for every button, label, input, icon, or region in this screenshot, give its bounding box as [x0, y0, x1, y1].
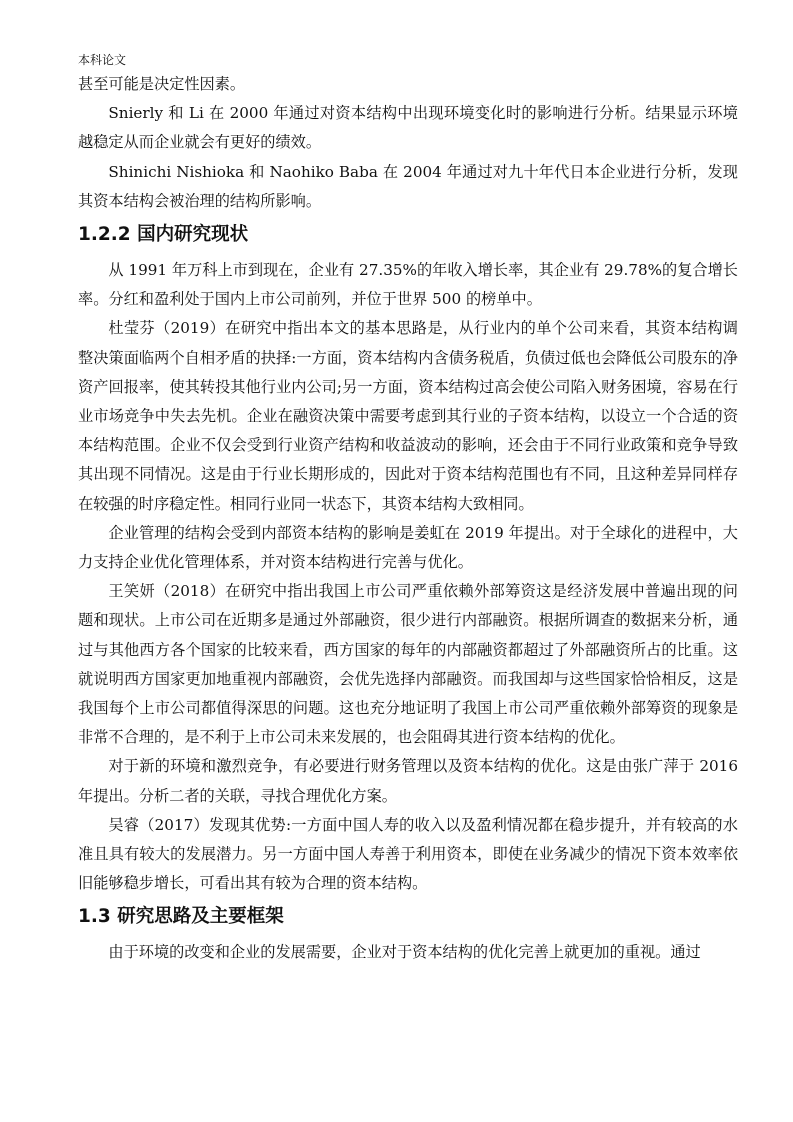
paragraph-vanke: 从 1991 年万科上市到现在，企业有 27.35%的年收入增长率，其企业有 29.78%的复合增长率。分红和盈利处于国内上市公司前列，并位于世界 500 的榜单中。	[78, 261, 738, 309]
paragraph-zhang-guangping: 对于新的环境和激烈竞争，有必要进行财务管理以及资本结构的优化。这是由张广萍于 2016 年提出。分析二者的关联，寻找合理优化方案。	[78, 757, 738, 805]
running-header: 本科论文	[78, 53, 127, 67]
paragraph-wu-rui: 吴睿（2017）发现其优势:一方面中国人寿的收入以及盈利情况都在稳步提升，并有较高的水准且具有较大的发展潜力。另一方面中国人寿善于利用资本，即使在业务减少的情况下资本效率依旧能够稳步增长，可看出其有较为合理的资本结构。	[78, 815, 738, 893]
paragraph-snierly-li: Snierly 和 Li 在 2000 年通过对资本结构中出现环境变化时的影响进行分析。结果显示环境越稳定从而企业就会有更好的绩效。	[78, 104, 738, 152]
document-page	[78, 52, 738, 968]
section-heading-domestic-research: 1.2.2 国内研究现状	[78, 224, 249, 246]
paragraph-wang-xiaoyan: 王笑妍（2018）在研究中指出我国上市公司严重依赖外部筹资这是经济发展中普遍出现的问题和现状。上市公司在近期多是通过外部融资，很少进行内部融资。根据所调查的数据来分析，通过与其他西方各个国家的比较来看，西方国家的每年的内部融资都超过了外部融资所占的比重。这就说明西方国家更加地重视内部融资，会优先选择内部融资。而我国却与这些国家恰恰相反，这是我国每个上市公司都值得深思的问题。这也充分地证明了我国上市公司严重依赖外部筹资的现象是非常不合理的，是不利于上市公司未来发展的，也会阻碍其进行资本结构的优化。	[78, 582, 738, 747]
paragraph-jiang-hong: 企业管理的结构会受到内部资本结构的影响是姜虹在 2019 年提出。对于全球化的进程中，大力支持企业优化管理体系，并对资本结构进行完善与优化。	[78, 523, 738, 572]
paragraph-continuation: 甚至可能是决定性因素。	[78, 75, 246, 93]
paragraph-nishioka-baba: Shinichi Nishioka 和 Naohiko Baba 在 2004 年通过对九十年代日本企业进行分析，发现其资本结构会被治理的结构所影响。	[78, 162, 738, 210]
section-heading-research-framework: 1.3 研究思路及主要框架	[78, 906, 284, 928]
paragraph-framework-intro: 由于环境的改变和企业的发展需要，企业对于资本结构的优化完善上就更加的重视。通过	[108, 943, 701, 962]
paragraph-du-yingfen: 杜莹芬（2019）在研究中指出本文的基本思路是，从行业内的单个公司来看，其资本结构调整决策面临两个自相矛盾的抉择:一方面，资本结构内含债务税盾，负债过低也会降低公司股东的净资产回报率，使其转投其他行业内公司;另一方面，资本结构过高会使公司陷入财务困境，容易在行业市场竞争中失去先机。企业在融资决策中需要考虑到其行业的子资本结构，以设立一个合适的资本结构范围。企业不仅会受到行业资产结构和收益波动的影响，还会由于不同行业政策和竞争导致其出现不同情况。这是由于行业长期形成的，因此对于资本结构范围也有不同，且这种差异同样存在较强的时序稳定性。相同行业同一状态下，其资本结构大致相同。	[78, 319, 738, 513]
